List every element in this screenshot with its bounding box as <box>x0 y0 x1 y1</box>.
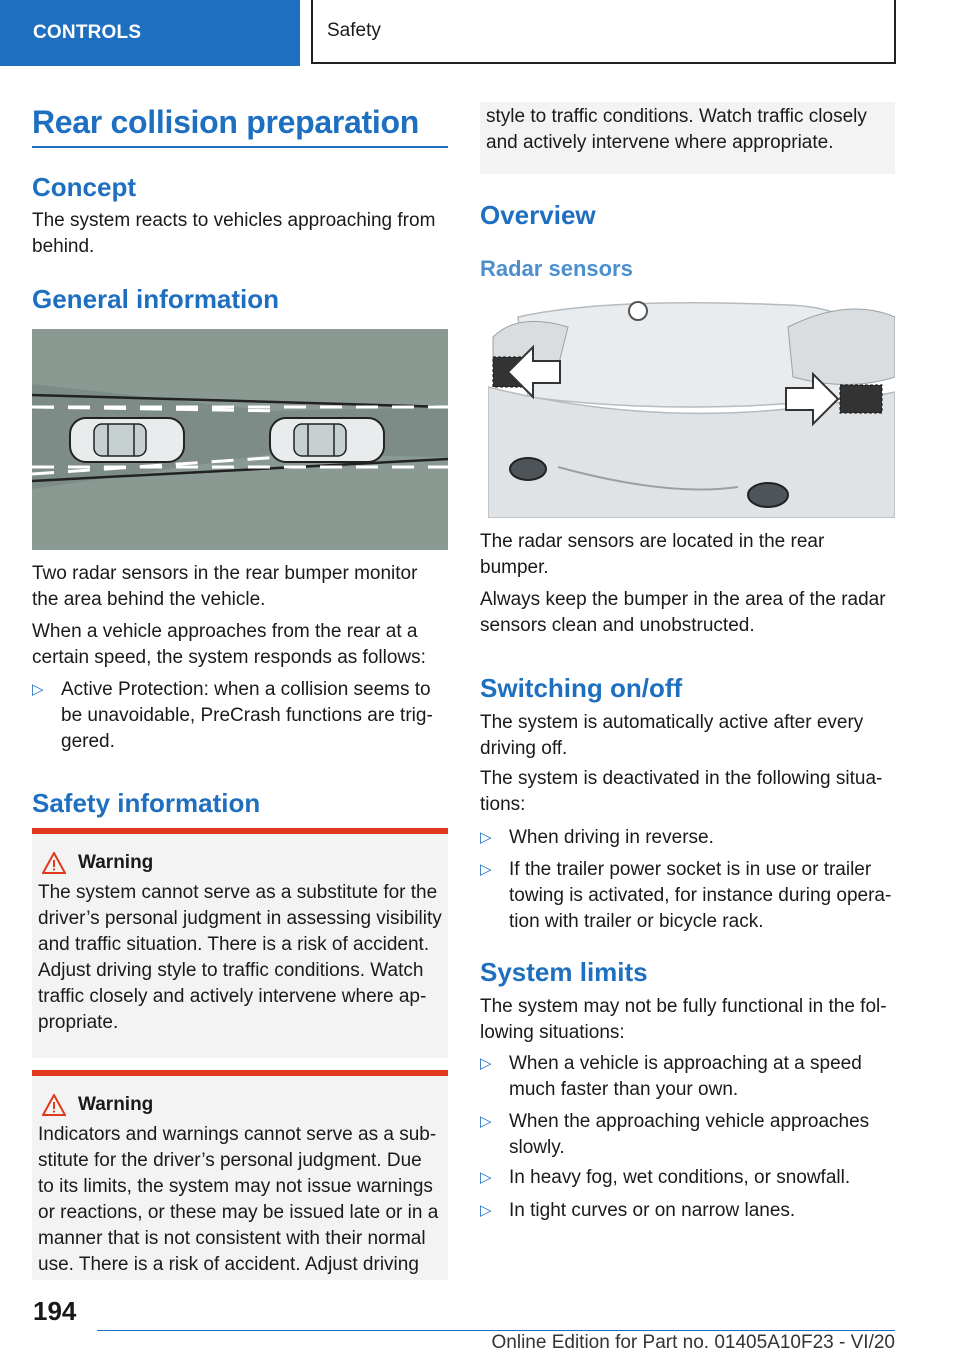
warning-text: The system cannot serve as a substitute for the driver’s personal judgment in assessing visibility and traffic situation. There is a risk of accident. Adjust driving style to traffic conditions. Watch traffic closely and actively intervene where appropriate. <box>38 882 442 1033</box>
concept-text: The system reacts to vehicles approaching from behind. <box>32 210 436 257</box>
radar-sensors-heading: Radar sensors <box>480 256 633 281</box>
general-paragraph-1: Two radar sensors in the rear bumper monitor the area behind the vehicle. <box>32 563 418 610</box>
general-paragraph-2: When a vehicle approaches from the rear at a certain speed, the system responds as follows: <box>32 621 426 668</box>
switching-heading: Switching on/off <box>480 673 683 703</box>
radar-paragraph-2: Always keep the bumper in the area of the radar sensors clean and unobstructed. <box>480 589 886 636</box>
general-info-heading: General information <box>32 284 280 314</box>
switch-paragraph-1: The system is automatically active after every driving off. <box>480 712 864 759</box>
list-item: ▷ When a vehicle is approaching at a speed much faster than your own. <box>480 1053 862 1100</box>
bullet-triangle-icon: ▷ <box>480 829 492 846</box>
bullet-triangle-icon: ▷ <box>480 861 492 878</box>
rear-bumper-figure <box>488 297 895 518</box>
page-number: 194 <box>33 1296 77 1326</box>
page-title: Rear collision preparation <box>32 104 419 140</box>
warning-label: Warning <box>78 852 154 873</box>
warning-box-2 <box>32 1070 448 1280</box>
title-divider <box>32 146 448 148</box>
list-item: ▷ If the trailer power socket is in use or trailer towing is activated, for instance during operation with trailer or bicycle rack. <box>480 859 892 932</box>
bullet-triangle-icon: ▷ <box>480 1169 492 1186</box>
own-car <box>270 418 384 462</box>
edition-text: Online Edition for Part no. 01405A10F23 - VI/20 <box>491 1332 895 1353</box>
page-header <box>0 0 960 66</box>
bullet-triangle-icon: ▷ <box>480 1202 492 1219</box>
bullet-triangle-icon: ▷ <box>32 681 44 698</box>
switch-paragraph-2: The system is deactivated in the following situations: <box>480 768 883 815</box>
safety-heading: Safety information <box>32 788 261 818</box>
limits-paragraph: The system may not be fully functional in the following situations: <box>480 996 887 1043</box>
warning-text: Indicators and warnings cannot serve as a substitute for the driver’s personal judgment. Due to its limits, the system may not issue warnings or reactions, or these may be issued late or in a manner that is not consistent with their normal use. There is a risk of accident. Adjust driving <box>38 1124 439 1275</box>
warning-continuation: style to traffic conditions. Watch traffic closely and actively intervene where appropriate. <box>480 102 895 174</box>
list-item: ▷ When driving in reverse. <box>480 825 895 851</box>
list-item: ▷ In tight curves or on narrow lanes. <box>480 1198 895 1224</box>
overview-heading: Overview <box>480 200 596 230</box>
bullet-triangle-icon: ▷ <box>480 1055 492 1072</box>
section-tab[interactable]: CONTROLS <box>0 0 300 66</box>
warning-label: Warning <box>78 1094 154 1115</box>
warning-triangle-icon <box>42 1094 66 1116</box>
list-item: ▷ When the approaching vehicle approaches slowly. <box>480 1111 870 1158</box>
radar-paragraph-1: The radar sensors are located in the rear bumper. <box>480 531 825 578</box>
bullet-triangle-icon: ▷ <box>480 1113 492 1130</box>
approach-diagram <box>32 329 448 550</box>
warning-triangle-icon <box>42 852 66 874</box>
concept-heading: Concept <box>32 172 136 202</box>
list-item: ▷ Active Protection: when a collision seems to be unavoidable, PreCrash functions are triggered. <box>32 679 433 752</box>
following-car <box>70 418 184 462</box>
system-limits-heading: System limits <box>480 957 648 987</box>
footer-divider <box>97 1330 895 1331</box>
list-item: ▷ In heavy fog, wet conditions, or snowfall. <box>480 1165 895 1191</box>
subsection-tab[interactable]: Safety <box>311 0 896 64</box>
warning-box-1 <box>32 828 448 1058</box>
